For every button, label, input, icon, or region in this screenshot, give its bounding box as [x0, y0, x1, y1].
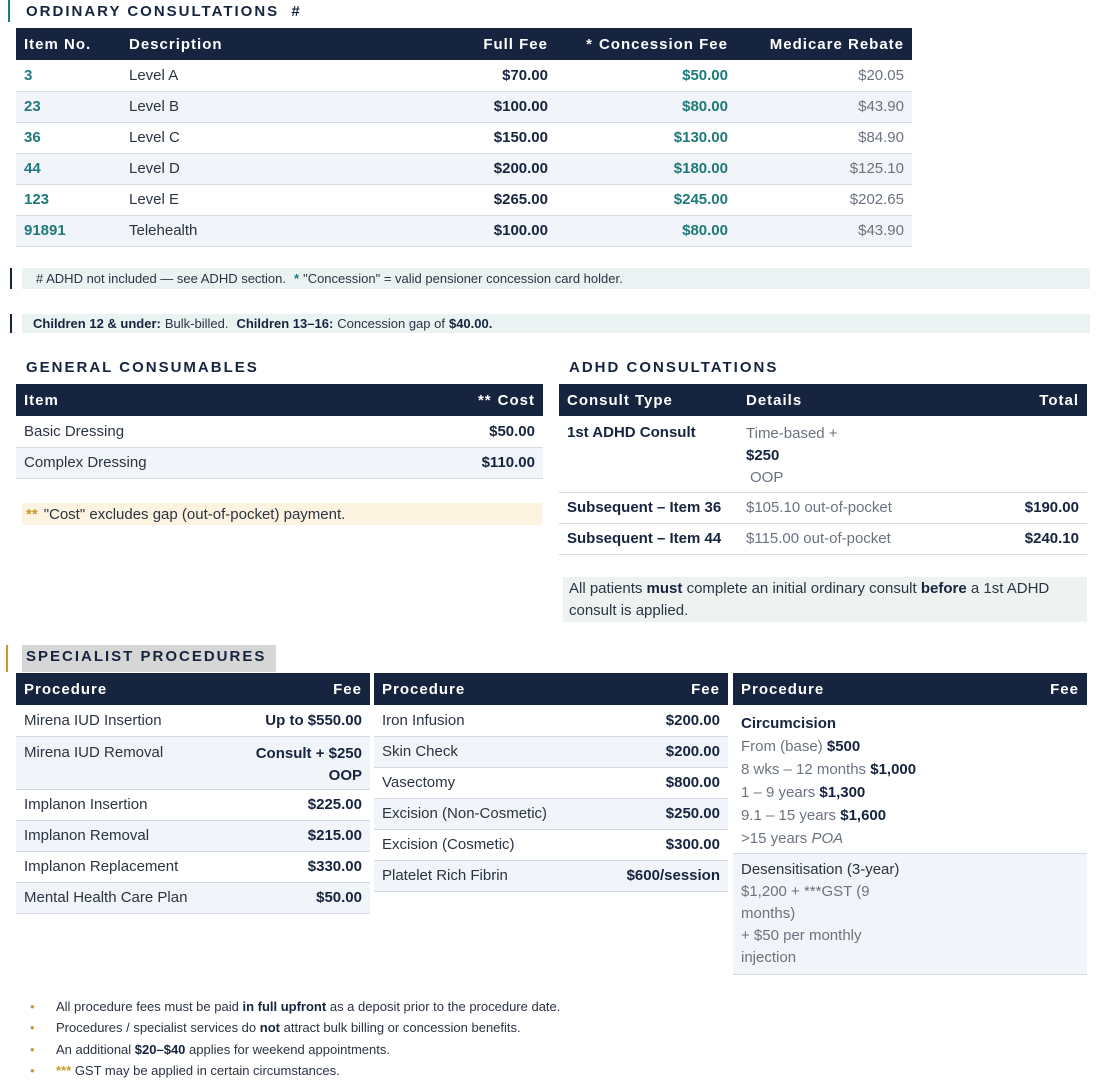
header-fee: Fee — [977, 673, 1087, 705]
list-item: • Procedures / specialist services do not attract bulk billing or concession benefits. — [30, 1020, 521, 1035]
table-row: Basic Dressing $50.00 — [16, 416, 543, 447]
table-header-row — [16, 673, 370, 705]
table-row: Mirena IUD Removal Consult + $250 OOP — [16, 736, 370, 789]
list-item: • An additional $20–$40 applies for weekend appointments. — [30, 1042, 390, 1057]
header-cost: ** Cost — [403, 384, 543, 416]
note-edge — [10, 314, 12, 333]
header-fee: Fee — [227, 673, 371, 705]
table-header-row — [16, 384, 543, 416]
specialist-table-2 — [374, 673, 728, 892]
table-header-row — [559, 384, 1087, 416]
header-consult-type: Consult Type — [559, 384, 738, 416]
header-item: Item — [16, 384, 403, 416]
children-note: Children 12 & under: Bulk-billed. Children 13–16: Concession gap of $40.00. — [22, 314, 1090, 333]
header-full-fee: Full Fee — [381, 28, 556, 60]
ordinary-consultations-title: ORDINARY CONSULTATIONS # — [26, 3, 302, 20]
general-consumables-title: GENERAL CONSUMABLES — [26, 359, 259, 376]
header-medicare-rebate: Medicare Rebate — [736, 28, 912, 60]
bullet-dot: • — [30, 1020, 35, 1035]
table-row: Implanon Removal $215.00 — [16, 820, 370, 851]
note-edge — [10, 268, 12, 289]
table-row: Implanon Insertion $225.00 — [16, 789, 370, 820]
table-row: Skin Check $200.00 — [374, 736, 728, 767]
table-row: Mental Health Care Plan $50.00 — [16, 882, 370, 913]
table-row: 3 Level A $70.00 $50.00 $20.05 — [16, 60, 912, 91]
table-row: 1st ADHD Consult Time-based + $250 OOP — [559, 416, 1087, 492]
circ-line: 8 wks – 12 months $1,000 — [741, 761, 917, 778]
table-row: 36 Level C $150.00 $130.00 $84.90 — [16, 122, 912, 153]
adhd-consultations-title: ADHD CONSULTATIONS — [569, 359, 779, 376]
table-row: Mirena IUD Insertion Up to $550.00 — [16, 705, 370, 736]
table-row — [733, 705, 1087, 853]
circ-line: 9.1 – 15 years $1,600 — [741, 807, 887, 824]
table-row: Vasectomy $800.00 — [374, 767, 728, 798]
table-row: 123 Level E $265.00 $245.00 $202.65 — [16, 184, 912, 215]
ordinary-footnote: # ADHD not included — see ADHD section. * "Concession" = valid pensioner concession card holder. — [22, 268, 1090, 289]
table-row: Iron Infusion $200.00 — [374, 705, 728, 736]
table-row: 44 Level D $200.00 $180.00 $125.10 — [16, 153, 912, 184]
adhd-note: All patients must complete an initial ordinary consult before a 1st ADHD consult is applied. — [563, 577, 1087, 622]
header-fee: Fee — [595, 673, 728, 705]
header-details: Details — [738, 384, 982, 416]
list-item: • All procedure fees must be paid in full upfront as a deposit prior to the procedure date. — [30, 999, 561, 1014]
table-row: Subsequent – Item 44 $115.00 out-of-pocket $240.10 — [559, 523, 1087, 554]
bullet-dot: • — [30, 1042, 35, 1057]
header-description: Description — [121, 28, 381, 60]
header-total: Total — [982, 384, 1087, 416]
table-row: Subsequent – Item 36 $105.10 out-of-pocket $190.00 — [559, 492, 1087, 523]
circ-line: 1 – 9 years $1,300 — [741, 784, 866, 801]
specialist-table-3 — [733, 673, 1087, 975]
adhd-table — [559, 384, 1087, 555]
table-row: Implanon Replacement $330.00 — [16, 851, 370, 882]
header-concession-fee: * Concession Fee — [556, 28, 736, 60]
header-procedure: Procedure — [733, 673, 977, 705]
table-row: Complex Dressing $110.00 — [16, 447, 543, 478]
table-row — [733, 853, 1087, 974]
specialist-procedures-title: SPECIALIST PROCEDURES — [22, 645, 276, 672]
first-consult-details: Time-based + $250 OOP — [738, 416, 982, 492]
list-item: • *** GST may be applied in certain circumstances. — [30, 1063, 340, 1078]
table-row: 23 Level B $100.00 $80.00 $43.90 — [16, 91, 912, 122]
header-procedure: Procedure — [374, 673, 595, 705]
ordinary-consultations-table — [16, 28, 912, 247]
table-header-row — [374, 673, 728, 705]
table-row: Platelet Rich Fibrin $600/session — [374, 860, 728, 891]
desensitisation-cell: Desensitisation (3-year) $1,200 + ***GST (9 months) + $50 per monthly injection — [733, 853, 1087, 974]
ordinary-title-accent — [8, 0, 10, 22]
header-procedure: Procedure — [16, 673, 227, 705]
consumables-table — [16, 384, 543, 479]
specialist-title-accent — [6, 645, 8, 672]
table-header-row — [733, 673, 1087, 705]
bullet-dot: • — [30, 999, 35, 1014]
table-header-row — [16, 28, 912, 60]
circ-line: From (base) $500 — [741, 738, 861, 755]
header-item-no: Item No. — [16, 28, 121, 60]
consumables-footnote: ** "Cost" excludes gap (out-of-pocket) payment. — [22, 503, 542, 525]
table-row: Excision (Non-Cosmetic) $250.00 — [374, 798, 728, 829]
bullet-dot: • — [30, 1063, 35, 1078]
circumcision-cell: Circumcision From (base) $500 8 wks – 12 months $1,000 1 – 9 years $1,300 9.1 – 15 years $1,600 >15 years POA — [733, 705, 1087, 853]
specialist-table-1 — [16, 673, 370, 914]
table-row: 91891 Telehealth $100.00 $80.00 $43.90 — [16, 215, 912, 246]
table-row: Excision (Cosmetic) $300.00 — [374, 829, 728, 860]
circ-line: >15 years POA — [741, 830, 844, 847]
